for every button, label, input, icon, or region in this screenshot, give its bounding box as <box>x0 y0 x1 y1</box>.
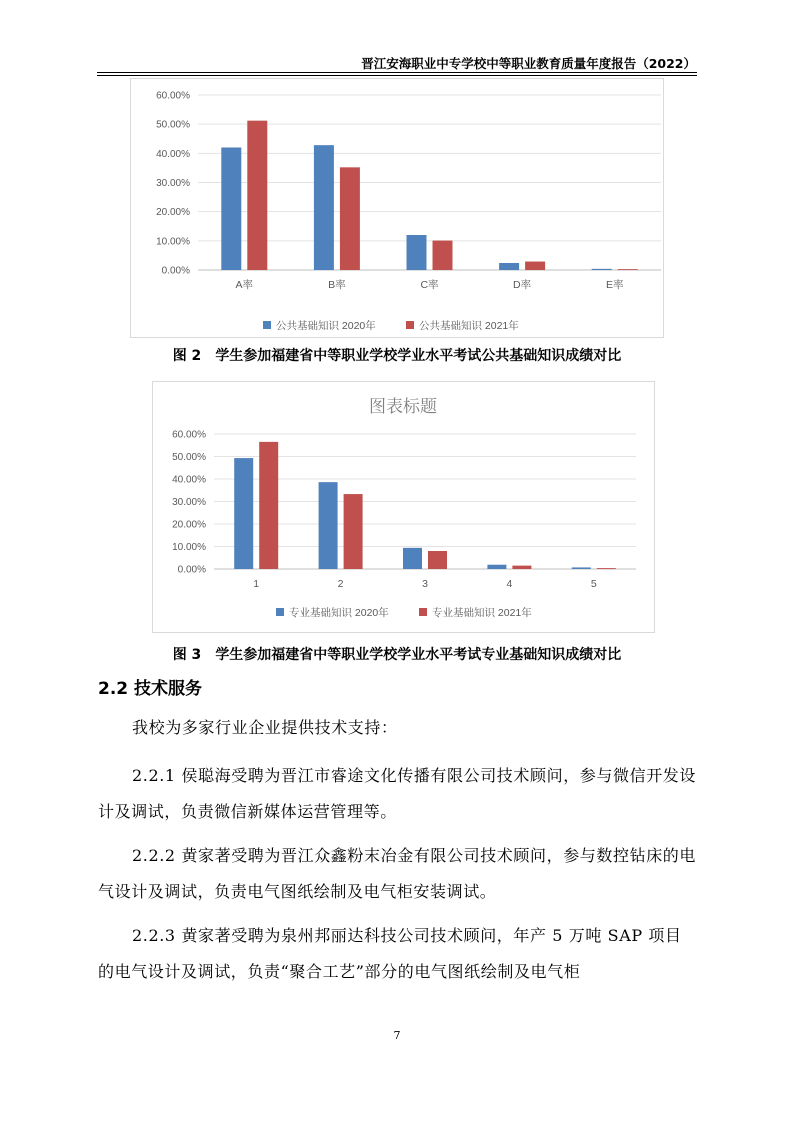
y-tick-label: 10.00% <box>156 236 190 248</box>
y-tick-label: 30.00% <box>156 178 190 189</box>
chart-professional-basic-knowledge-svg <box>153 382 654 632</box>
x-tick-label: 4 <box>506 578 513 590</box>
y-tick-label: 40.00% <box>156 148 190 160</box>
legend-swatch <box>276 608 284 616</box>
figure-2-text: 学生参加福建省中等职业学校学业水平考试公共基础知识成绩对比 <box>215 348 622 364</box>
paragraph-intro <box>98 710 698 746</box>
x-tick-label: 1 <box>253 578 260 590</box>
bar-series-2-1 <box>259 442 278 569</box>
x-tick-label: 5 <box>590 578 597 590</box>
header-rule <box>97 72 697 73</box>
bar-series-2-5 <box>618 269 638 270</box>
y-tick-label: 50.00% <box>172 452 206 463</box>
bar-series-2-5 <box>597 568 616 569</box>
bar-series-1-1 <box>234 458 253 569</box>
paragraph-item-3 <box>98 918 698 990</box>
paragraph-text: 我校为多家行业企业提供技术支持： <box>132 718 398 737</box>
bar-series-1-5 <box>592 269 612 270</box>
figure-3-caption <box>0 644 794 664</box>
x-tick-label: E率 <box>605 279 624 291</box>
legend-swatch <box>263 321 271 329</box>
bar-series-1-2 <box>319 482 338 569</box>
y-tick-label: 60.00% <box>156 90 190 102</box>
bar-series-1-3 <box>403 548 422 569</box>
figure-2-number: 图 2 <box>172 348 202 364</box>
x-tick-label: 3 <box>422 578 428 590</box>
section-heading: 2.2 技术服务 <box>98 679 203 699</box>
legend-label: 专业基础知识 2020年 <box>289 607 389 619</box>
x-tick-label: C率 <box>420 279 439 291</box>
bar-series-1-1 <box>221 148 241 271</box>
x-tick-label: A率 <box>235 279 254 291</box>
legend-label: 公共基础知识 2021年 <box>419 320 519 332</box>
bar-series-2-2 <box>344 494 363 569</box>
bar-series-2-4 <box>512 566 531 569</box>
legend-swatch <box>406 321 414 329</box>
bar-series-1-5 <box>572 567 591 569</box>
y-tick-label: 20.00% <box>156 207 190 219</box>
paragraph-text: 2.2.2 黄家著受聘为晋江众鑫粉末冶金有限公司技术顾问，参与数控钻床的电气设计及调试，负责电气图纸绘制及电气柜安装调试。 <box>98 846 696 901</box>
bar-series-1-4 <box>499 263 519 270</box>
legend-label: 公共基础知识 2020年 <box>276 320 376 332</box>
x-tick-label: B率 <box>328 279 346 291</box>
legend-swatch <box>419 608 427 616</box>
header-rule-double <box>97 75 697 76</box>
bar-series-1-4 <box>487 565 506 569</box>
y-tick-label: 30.00% <box>172 497 206 508</box>
chart-public-basic-knowledge <box>130 78 664 338</box>
bar-series-2-4 <box>525 262 545 270</box>
x-tick-label: D率 <box>513 279 532 291</box>
figure-2-caption <box>0 345 794 365</box>
legend-label: 专业基础知识 2021年 <box>432 607 532 619</box>
bar-series-2-3 <box>433 241 453 270</box>
paragraph-text: 2.2.1 侯聪海受聘为晋江市睿途文化传播有限公司技术顾问，参与微信开发设计及调试，负责微信新媒体运营管理等。 <box>98 766 696 821</box>
bar-series-2-1 <box>247 121 267 270</box>
bar-series-1-3 <box>407 235 427 270</box>
bar-series-2-3 <box>428 551 447 569</box>
chart-title: 图表标题 <box>369 397 437 416</box>
chart-public-basic-knowledge-svg <box>131 79 663 337</box>
y-tick-label: 50.00% <box>156 119 190 131</box>
paragraph-item-2 <box>98 838 698 910</box>
bar-series-1-2 <box>314 145 334 270</box>
y-tick-label: 60.00% <box>172 429 206 441</box>
figure-3-number: 图 3 <box>172 647 202 663</box>
paragraph-item-1 <box>98 758 698 830</box>
y-tick-label: 10.00% <box>172 542 206 553</box>
page-number: 7 <box>393 1029 401 1042</box>
report-header-title: 晋江安海职业中专学校中等职业教育质量年度报告（2022） <box>361 56 696 71</box>
y-tick-label: 0.00% <box>161 265 190 277</box>
y-tick-label: 20.00% <box>172 519 206 531</box>
chart-professional-basic-knowledge <box>152 381 655 633</box>
x-tick-label: 2 <box>337 578 344 590</box>
paragraph-text: 2.2.3 黄家著受聘为泉州邦丽达科技公司技术顾问，年产 5 万吨 SAP 项目的电气设计及调试，负责“聚合工艺”部分的电气图纸绘制及电气柜 <box>98 926 682 981</box>
y-tick-label: 40.00% <box>172 474 206 486</box>
bar-series-2-2 <box>340 167 360 270</box>
figure-3-text: 学生参加福建省中等职业学校学业水平考试专业基础知识成绩对比 <box>215 647 622 663</box>
y-tick-label: 0.00% <box>177 564 206 576</box>
